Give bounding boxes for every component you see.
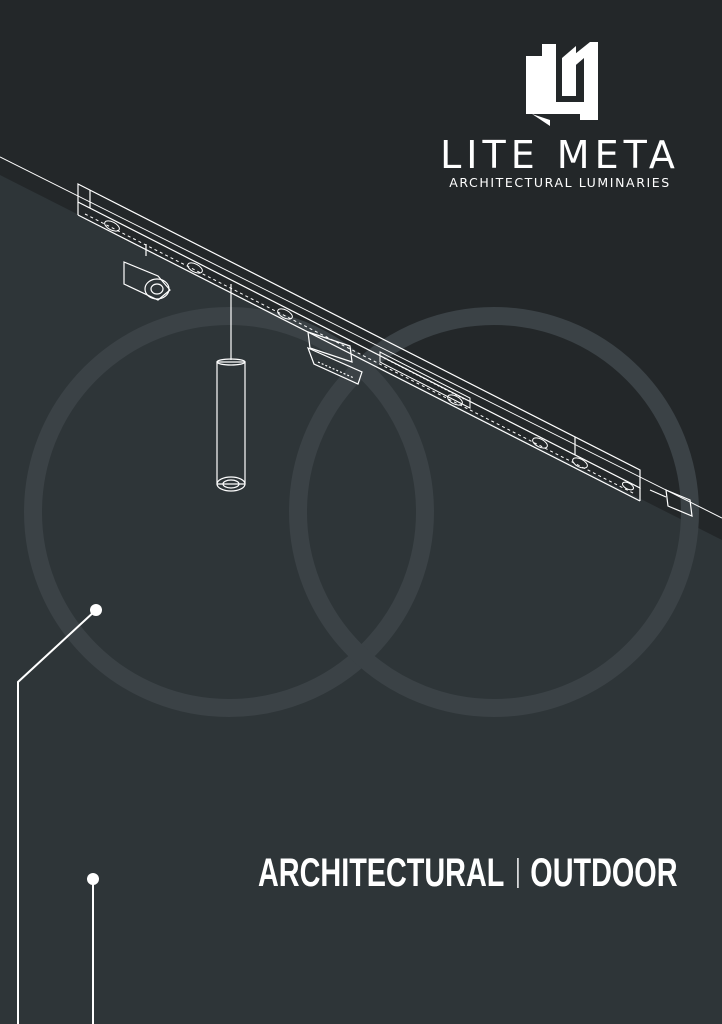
category-outdoor: OUTDOOR (530, 851, 678, 895)
category-separator (517, 858, 518, 888)
connector-line-upper (18, 604, 102, 1024)
lm-monogram-icon (522, 40, 600, 130)
brand-name: LITE META (440, 133, 680, 177)
connector-line-lower (87, 873, 99, 1024)
brand-tagline: ARCHITECTURAL LUMINARIES (449, 175, 671, 190)
category-architectural: ARCHITECTURAL (258, 851, 505, 895)
category-title (258, 848, 677, 898)
